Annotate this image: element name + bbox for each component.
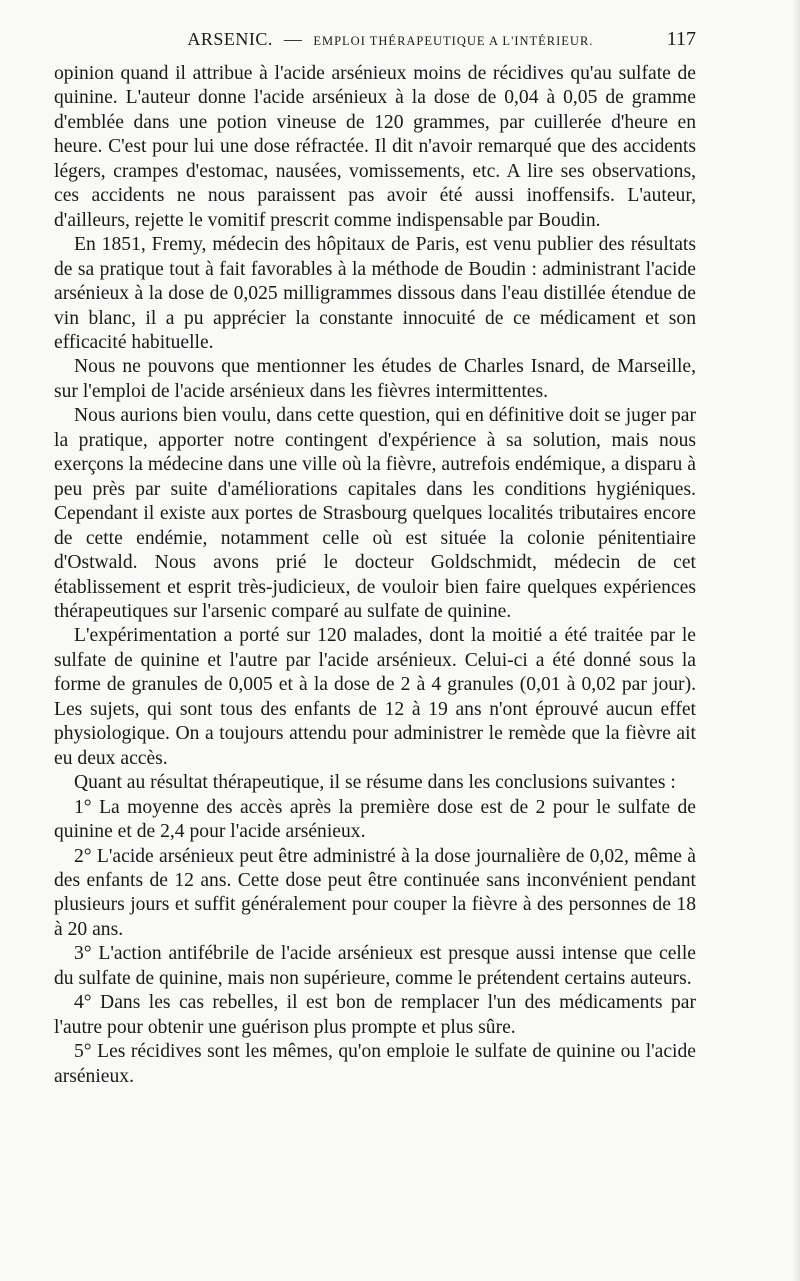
conclusion-item: 5° Les récidives sont les mêmes, qu'on emploie le sulfate de quinine ou l'acide arsénieux. — [54, 1041, 696, 1087]
paragraph-strasbourg: Nous aurions bien voulu, dans cette question, qui en définitive doit se juger par la pratique, apporter notre contingent d'expérience à sa solution, mais nous exerçons la médecine dans une ville où la fièvre, autrefois endémique, a disparu à peu près par suite d'améliorations capitales dans les conditions hygiéniques. Cependant il existe aux portes de Strasbourg quelques localités tributaires encore de cette endémie, notamment celle où est située la colonie pénitentiaire d'Ostwald. Nous avons prié le docteur Goldschmidt, médecin de cet établissement et esprit très-judicieux, de vouloir bien faire quelques expériences thérapeutiques sur l'arsenic comparé au sulfate de quinine. — [54, 405, 696, 622]
conclusion-item: 2° L'acide arsénieux peut être administré à la dose journalière de 0,02, même à des enfants de 12 ans. Cette dose peut être continuée sans inconvénient pendant plusieurs jours et suffit généralement pour couper la fièvre à des personnes de 18 à 20 ans. — [54, 845, 696, 940]
paragraph-isnard: Nous ne pouvons que mentionner les études de Charles Isnard, de Marseille, sur l'emploi de l'acide arsénieux dans les fièvres intermittentes. — [54, 356, 696, 402]
body-text — [54, 62, 696, 1089]
running-title-main: ARSENIC. — [187, 29, 273, 49]
running-title-separator: — — [283, 29, 303, 49]
paragraph-experimentation: L'expérimentation a porté sur 120 malades, dont la moitié a été traitée par le sulfate de quinine et l'autre par l'acide arsénieux. Celui-ci a été donné sous la forme de granules de 0,005 et à la dose de 2 à 4 granules (0,01 à 0,02 par jour). Les sujets, qui sont tous des enfants de 12 à 19 ans n'ont éprouvé aucun effet physiologique. On a toujours attendu pour administrer le remède que la fièvre ait eu deux accès. — [54, 625, 696, 769]
conclusion-item: 1° La moyenne des accès après la première dose est de 2 pour le sulfate de quinine et de 2,4 pour l'acide arsénieux. — [54, 796, 696, 843]
page-number: 117 — [666, 28, 696, 50]
running-title-sub: EMPLOI THÉRAPEUTIQUE A L'INTÉRIEUR. — [313, 34, 594, 48]
running-title — [54, 29, 667, 50]
page-edge-shadow — [792, 0, 800, 1281]
conclusion-item: 4° Dans les cas rebelles, il est bon de remplacer l'un des médicaments par l'autre pour obtenir une guérison plus prompte et plus sûre. — [54, 992, 696, 1038]
conclusion-item: 3° L'action antifébrile de l'acide arsénieux est presque aussi intense que celle du sulfate de quinine, mais non supérieure, comme le prétendent certains auteurs. — [54, 943, 696, 989]
running-header — [54, 28, 696, 54]
paragraph-fremy: En 1851, Fremy, médecin des hôpitaux de Paris, est venu publier des résultats de sa pratique tout à fait favorables à la méthode de Boudin : administrant l'acide arsénieux à la dose de 0,025 milligrammes dissous dans l'eau distillée étendue de vin blanc, il a pu apprécier la constante innocuité de ce médicament et son efficacité habituelle. — [54, 234, 696, 353]
paragraph-continuation: opinion quand il attribue à l'acide arsénieux moins de récidives qu'au sulfate de quinine. L'auteur donne l'acide arsénieux à la dose de 0,04 à 0,05 de gramme d'emblée dans une potion vineuse de 120 grammes, par cuillerée d'heure en heure. C'est pour lui une dose réfractée. Il dit n'avoir remarqué que des accidents légers, crampes d'estomac, nausées, vomissements, etc. A lire ses observations, ces accidents ne nous paraissent pas avoir été aussi inoffensifs. L'auteur, d'ailleurs, rejette le vomitif prescrit comme indispensable par Boudin. — [54, 63, 696, 231]
paragraph-resultat: Quant au résultat thérapeutique, il se résume dans les conclusions suivantes : — [74, 772, 676, 794]
